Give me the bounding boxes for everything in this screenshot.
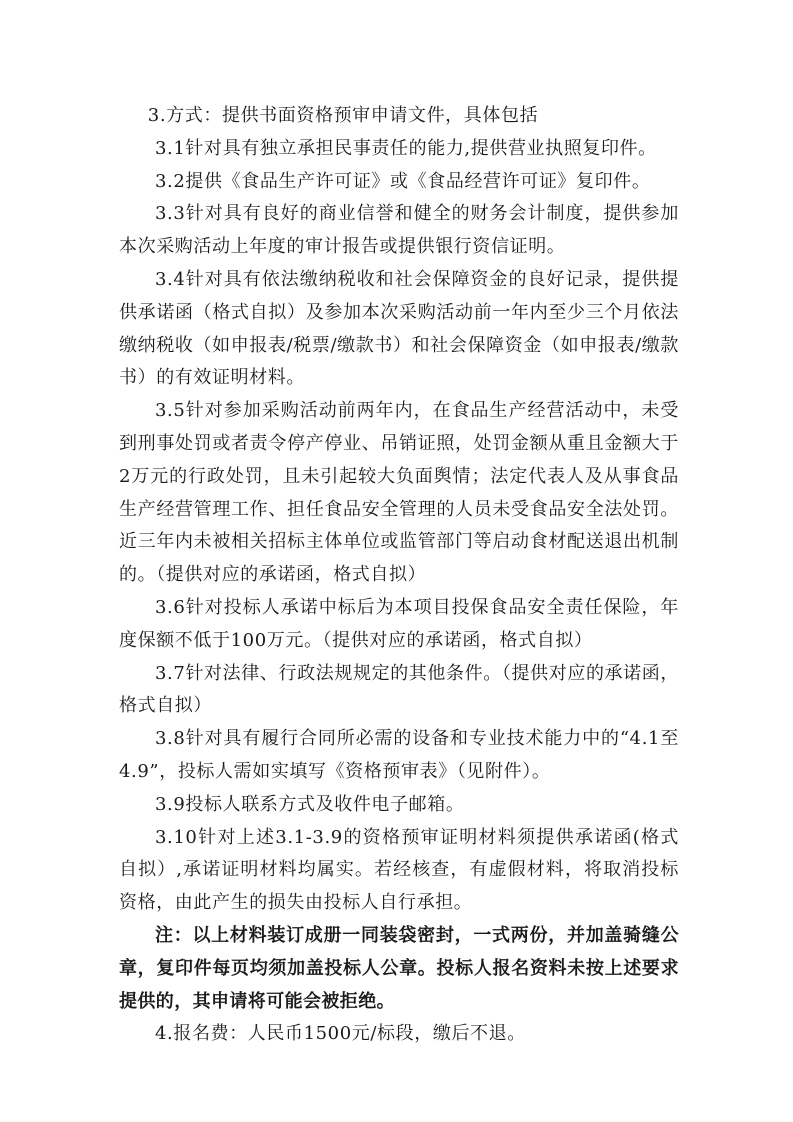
paragraph-item-3-7: 3.7针对法律、行政法规规定的其他条件。（提供对应的承诺函，格式自拟）	[119, 662, 679, 717]
paragraph-item-3-3: 3.3针对具有良好的商业信誉和健全的财务会计制度，提供参加本次采购活动上年度的审计报告或提供银行资信证明。	[119, 203, 679, 258]
paragraph-item-3-5: 3.5针对参加采购活动前两年内，在食品生产经营活动中，未受到刑事处罚或者责令停产停业、吊销证照，处罚金额从重且金额大于2万元的行政处罚，且未引起较大负面舆情；法定代表人及从事食品生产经营管理工作、担任食品安全管理的人员未受食品安全法处罚。近三年内未被相关招标主体单位或监管部门等启动食材配送退出机制的。（提供对应的承诺函，格式自拟）	[119, 400, 679, 586]
paragraph-item-3-2: 3.2提供《食品生产许可证》或《食品经营许可证》复印件。	[155, 170, 651, 192]
document-body	[119, 100, 679, 1051]
paragraph-item-3-10: 3.10针对上述3.1-3.9的资格预审证明材料须提供承诺函(格式自拟）,承诺证明材料均属实。若经核查，有虚假材料，将取消投标资格，由此产生的损失由投标人自行承担。	[119, 826, 679, 914]
paragraph-item-3-4: 3.4针对具有依法缴纳税收和社会保障资金的良好记录，提供提供承诺函（格式自拟）及参加本次采购活动前一年内至少三个月依法缴纳税收（如申报表/税票/缴款书）和社会保障资金（如申报表/缴款书）的有效证明材料。	[119, 268, 679, 389]
paragraph-note: 注：以上材料装订成册一同装袋密封，一式两份，并加盖骑缝公章，复印件每页均须加盖投标人公章。投标人报名资料未按上述要求提供的，其申请将可能会被拒绝。	[119, 924, 679, 1012]
paragraph-item-3-6: 3.6针对投标人承诺中标后为本项目投保食品安全责任保险，年度保额不低于100万元。（提供对应的承诺函，格式自拟）	[119, 596, 679, 651]
paragraph-item-3-8: 3.8针对具有履行合同所必需的设备和专业技术能力中的“4.1至4.9”，投标人需如实填写《资格预审表》（见附件）。	[119, 728, 679, 782]
paragraph-method: 3.方式：提供书面资格预审申请文件，具体包括	[147, 105, 539, 126]
paragraph-item-3-1: 3.1针对具有独立承担民事责任的能力,提供营业执照复印件。	[155, 137, 657, 159]
paragraph-item-3-9: 3.9投标人联系方式及收件电子邮箱。	[155, 793, 465, 815]
paragraph-fee: 4.报名费：人民币1500元/标段，缴后不退。	[155, 1023, 526, 1045]
